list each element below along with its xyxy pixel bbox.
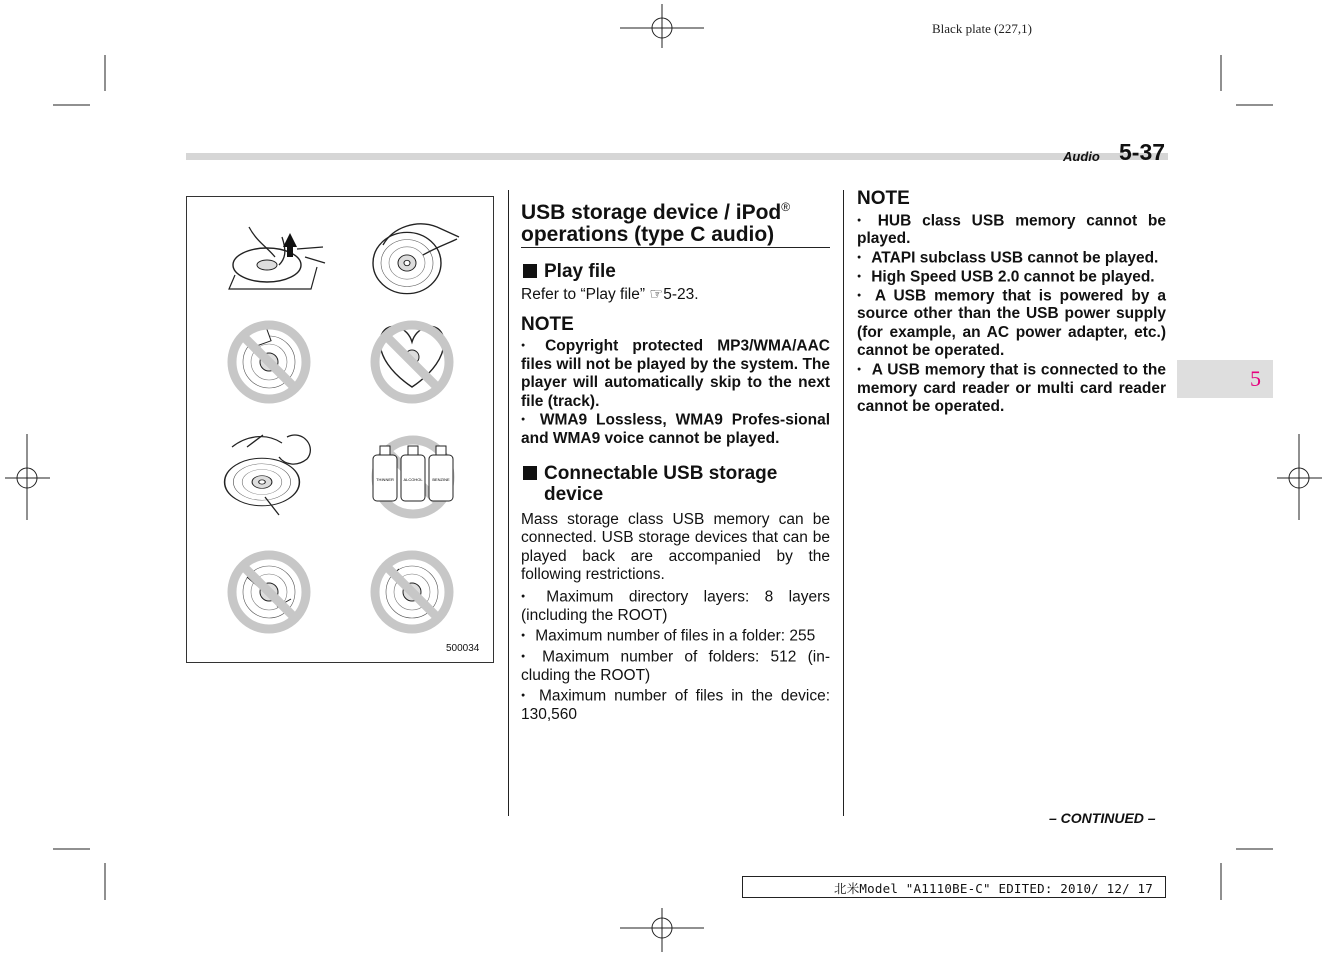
column-divider	[843, 190, 844, 816]
bottle-label-3: BENZINE	[432, 477, 450, 482]
no-damaged-disc-drawing	[375, 555, 449, 629]
note-item: ● WMA9 Lossless, WMA9 Profes-sional and WMA9 voice cannot be played.	[521, 411, 830, 448]
disc-care-drawings	[187, 197, 493, 662]
bottle-label-2: ALCOHOL	[403, 477, 423, 482]
edit-footer-text: 北米Model "A1110BE-C" EDITED: 2010/ 12/ 17	[834, 881, 1153, 896]
note-item: ● High Speed USB 2.0 cannot be played.	[857, 268, 1166, 287]
hold-disc-drawing	[373, 224, 459, 294]
square-bullet-icon	[523, 264, 537, 278]
chapter-number: 5	[1250, 366, 1261, 391]
right-column	[857, 190, 1166, 417]
no-shaped-disc-drawing	[375, 325, 449, 399]
plate-info: Black plate (227,1)	[932, 21, 1032, 36]
note-item: ● A USB memory that is connected to the memory card reader or multi card reader cannot be operated.	[857, 361, 1166, 417]
title-line-1: USB storage device / iPod	[521, 201, 782, 224]
note-heading: NOTE	[521, 313, 574, 335]
section-title: Audio	[1063, 149, 1100, 164]
remove-disc-drawing	[229, 227, 325, 289]
wipe-disc-drawing	[225, 435, 311, 515]
square-bullet-icon	[523, 466, 537, 480]
limit-item: ● Maximum number of folders: 512 (in-cluding the ROOT)	[521, 648, 830, 685]
column-divider	[508, 190, 509, 816]
limit-item: ● Maximum directory layers: 8 layers (including the ROOT)	[521, 588, 830, 625]
chapter-tab	[1177, 360, 1273, 398]
note-item: ● ATAPI subclass USB cannot be played.	[857, 249, 1166, 268]
play-file-heading: Play file	[521, 261, 830, 282]
no-solvents-drawing	[373, 440, 453, 514]
section-heading	[521, 196, 830, 248]
continued-label: – CONTINUED –	[1049, 810, 1156, 826]
connectable-intro: Mass storage class USB memory can be connected. USB storage devices that can be played back are accompanied by the following restrictions.	[521, 510, 830, 584]
page-number: 5-37	[1119, 139, 1166, 165]
cd-handling-illustration	[186, 196, 494, 663]
edit-footer	[742, 876, 1166, 898]
note-item: ● A USB memory that is powered by a source other than the USB power supply (for example, an AC power adapter, etc.) cannot be operated.	[857, 287, 1166, 361]
title-line-2: operations (type C audio)	[521, 223, 775, 246]
note-heading: NOTE	[857, 188, 910, 209]
play-file-reference: Refer to “Play file” ☞5-23.	[521, 286, 699, 303]
no-scratched-disc-drawing	[232, 555, 306, 629]
note-item: ● HUB class USB memory cannot be played.	[857, 212, 1166, 249]
limit-item: ● Maximum number of files in the device: 130,560	[521, 687, 830, 724]
connectable-heading: Connectable USB storage device	[521, 463, 830, 505]
figure-code: 500034	[446, 643, 480, 654]
bottle-label-1: THINNER	[376, 477, 394, 482]
header-bar	[186, 153, 1168, 160]
registered-mark: ®	[781, 200, 791, 214]
middle-column	[521, 196, 830, 725]
limit-item: ● Maximum number of files in a folder: 255	[521, 627, 830, 646]
note-item: ● Copyright protected MP3/WMA/AAC files will not be played by the system. The player will automatically skip to the next file (track).	[521, 337, 830, 411]
no-sticker-drawing	[232, 325, 306, 399]
